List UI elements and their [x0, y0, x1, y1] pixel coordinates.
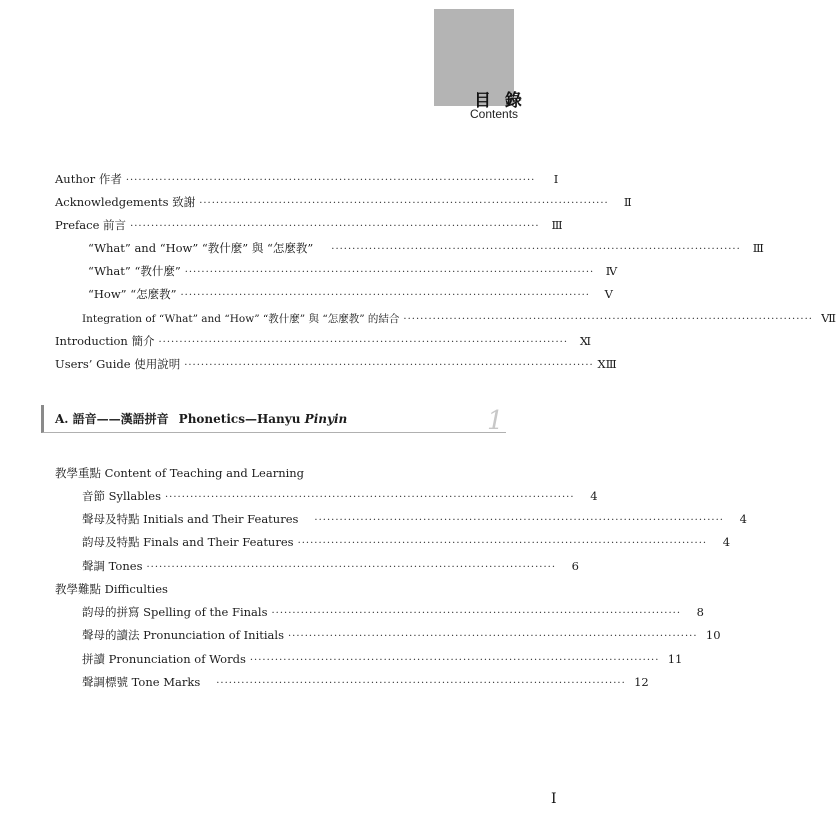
toc-page: ⅩⅢ	[597, 357, 617, 371]
toc-label: 音節 Syllables	[82, 489, 161, 503]
dot-leader: ··································································································	[216, 678, 626, 689]
dot-leader: ··································································································	[158, 337, 569, 348]
dot-leader: ··································································································	[184, 267, 595, 278]
toc-label: 聲調標號 Tone Marks	[82, 675, 201, 689]
toc-entry-finals[interactable]	[82, 532, 731, 552]
dot-leader: ··································································································	[331, 244, 741, 255]
toc-page: Ⅶ	[821, 311, 836, 325]
toc-label: “What” “教什麼”	[88, 264, 181, 278]
toc-entry-preface[interactable]	[55, 215, 563, 235]
toc-page: 4	[722, 535, 731, 549]
toc-page: 11	[667, 652, 683, 666]
section-title[interactable]	[55, 410, 347, 427]
section-title-english-plain: Phonetics—Hanyu	[178, 412, 305, 426]
toc-entry-tones[interactable]	[82, 556, 579, 576]
dot-leader: ··································································································	[180, 290, 590, 301]
dot-leader: ··································································································	[184, 360, 594, 371]
dot-leader: ··································································································	[271, 608, 681, 619]
toc-label: 聲調 Tones	[82, 559, 143, 573]
toc-page: Ⅺ	[579, 334, 592, 348]
dot-leader: ··································································································	[314, 515, 724, 526]
toc-page: 4	[739, 512, 747, 526]
toc-label: Preface 前言	[55, 218, 127, 232]
toc-entry-how[interactable]	[88, 284, 613, 304]
toc-page: 8	[696, 605, 704, 619]
dot-leader: ··································································································	[403, 314, 813, 325]
toc-label: Introduction 簡介	[55, 334, 155, 348]
toc-page: Ⅳ	[605, 264, 618, 278]
dot-leader: ··································································································	[125, 175, 536, 186]
page-title-chinese: 目 錄	[474, 91, 526, 111]
toc-entry-pronunciation-initials[interactable]	[82, 625, 721, 645]
toc-entry-syllables[interactable]	[82, 486, 598, 506]
toc-label: Author 作者	[55, 172, 122, 186]
toc-page: 10	[705, 628, 721, 642]
dot-leader: ··································································································	[146, 562, 556, 573]
section-title-english	[179, 412, 348, 426]
subsection-heading-difficulties: 教學難點 Difficulties	[55, 582, 168, 596]
toc-entry-users-guide[interactable]	[55, 354, 617, 374]
dot-leader: ··································································································	[165, 492, 575, 503]
toc-entry-tone-marks[interactable]	[82, 672, 649, 692]
dot-leader: ··································································································	[249, 655, 660, 666]
toc-label: 聲母及特點 Initials and Their Features	[82, 512, 299, 526]
toc-entry-what[interactable]	[88, 261, 618, 281]
section-title-chinese: A. 語音——漢語拼音	[55, 412, 169, 426]
toc-label: “How” “怎麼教”	[88, 287, 177, 301]
toc-page: Ⅰ	[553, 172, 559, 186]
toc-page: Ⅲ	[752, 241, 764, 255]
toc-label: Users’ Guide 使用說明	[55, 357, 181, 371]
toc-entry-spelling-finals[interactable]	[82, 602, 704, 622]
toc-entry-author[interactable]	[55, 169, 559, 189]
subsection-heading-content: 教學重點 Content of Teaching and Learning	[55, 466, 305, 480]
toc-label: 拼讀 Pronunciation of Words	[82, 652, 246, 666]
section-number: 1	[487, 406, 504, 436]
dot-leader: ··································································································	[199, 198, 609, 209]
toc-entry-integration[interactable]	[82, 308, 836, 328]
toc-entry-what-and-how[interactable]	[88, 238, 764, 258]
toc-label: Acknowledgements 致謝	[55, 195, 196, 209]
toc-page: Ⅱ	[623, 195, 632, 209]
page-number: Ⅰ	[551, 791, 557, 807]
toc-entry-pronunciation-words[interactable]	[82, 649, 683, 669]
toc-label: 韵母及特點 Finals and Their Features	[82, 535, 294, 549]
dot-leader: ··································································································	[288, 631, 698, 642]
toc-page: 12	[634, 675, 649, 689]
toc-page: 6	[571, 559, 579, 573]
toc-entry-introduction[interactable]	[55, 331, 592, 351]
section-title-english-italic: Pinyin	[304, 412, 348, 426]
page-title-english: Contents	[470, 107, 519, 121]
toc-page: 4	[590, 489, 598, 503]
toc-page: Ⅲ	[551, 218, 563, 232]
toc-entry-initials[interactable]	[82, 509, 747, 529]
toc-label: Integration of “What” and “How” “教什麼” 與 “怎麼教” 的結合	[82, 313, 400, 325]
toc-page: Ⅴ	[604, 287, 613, 301]
toc-label: “What” and “How” “教什麼” 與 “怎麼教”	[88, 241, 314, 255]
toc-label: 聲母的讀法 Pronunciation of Initials	[82, 628, 284, 642]
dot-leader: ··································································································	[130, 221, 540, 232]
toc-entry-acknowledgements[interactable]	[55, 192, 632, 212]
dot-leader: ··································································································	[297, 538, 708, 549]
toc-label: 韵母的拼寫 Spelling of the Finals	[82, 605, 268, 619]
